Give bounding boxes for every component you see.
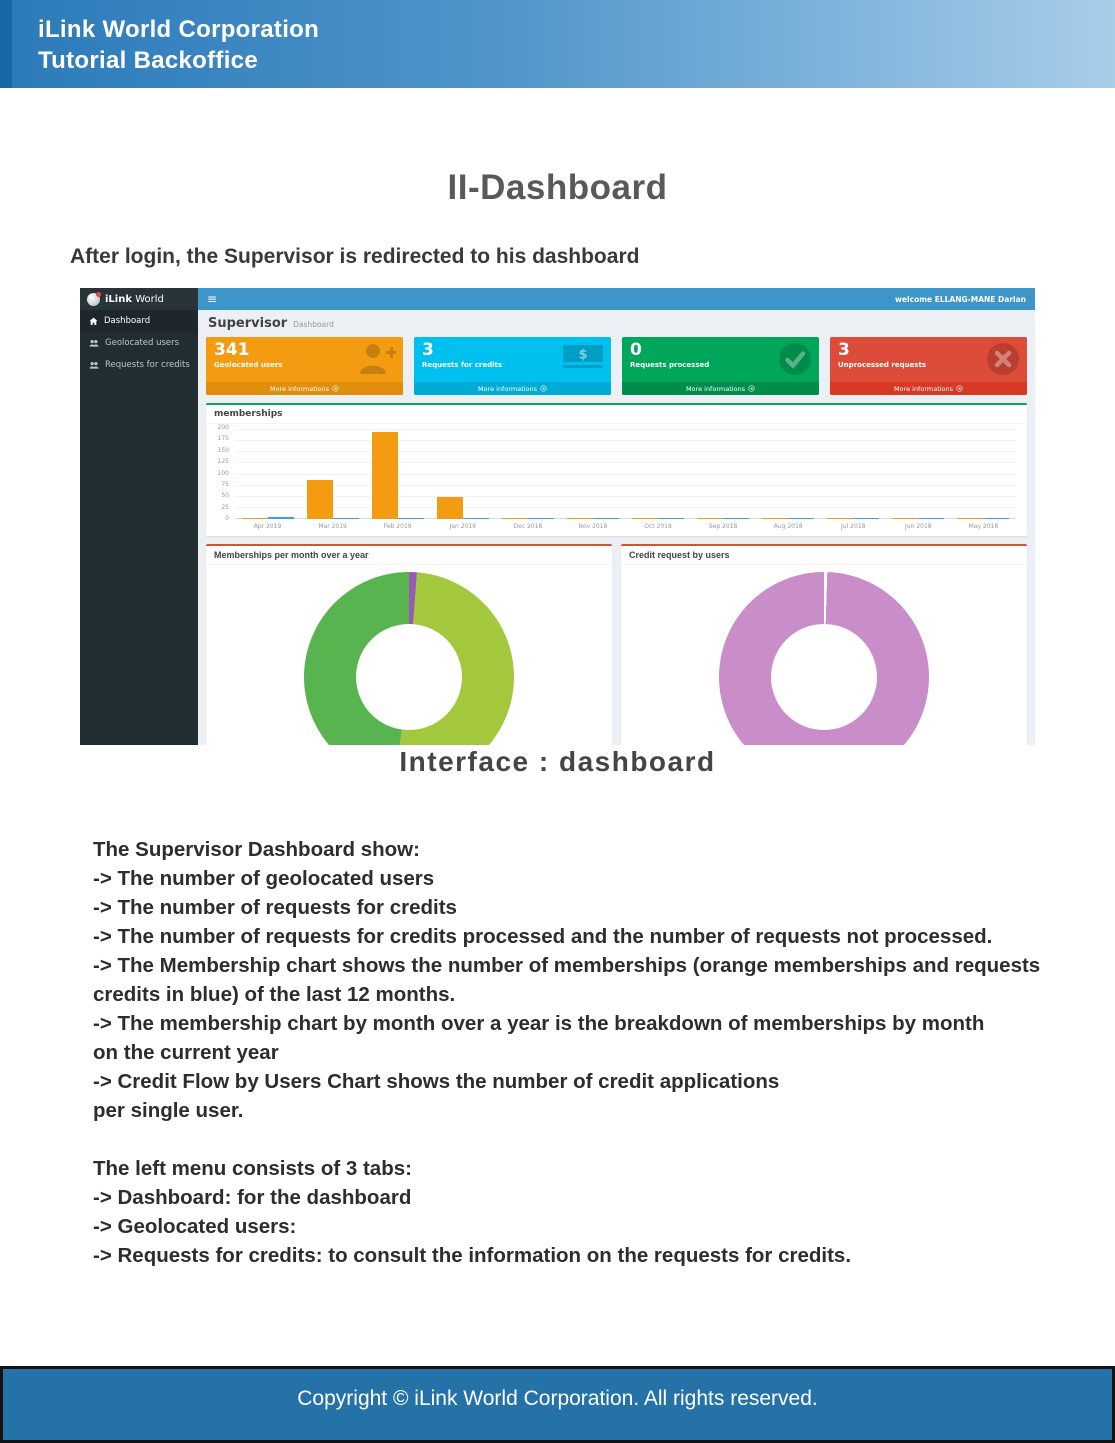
bar-requests-credits [983, 518, 1009, 519]
bar-requests-credits [658, 518, 684, 519]
bar-memberships [697, 518, 723, 519]
y-tick-label: 25 [221, 503, 229, 511]
page-title: Supervisor [208, 316, 288, 331]
dashboard-navbar [198, 288, 1035, 310]
y-tick-label: 125 [217, 458, 229, 466]
y-tick-label: 75 [221, 480, 229, 488]
bar-memberships [762, 518, 788, 519]
money-icon [562, 342, 604, 370]
brand-link[interactable] [80, 288, 198, 310]
dashboard-screenshot [80, 288, 1035, 745]
bar-group [886, 430, 951, 519]
body-line: -> The Membership chart shows the number of memberships (orange memberships and requests [93, 954, 1041, 977]
body-line: credits in blue) of the last 12 months. [93, 983, 456, 1006]
x-circle-icon [986, 342, 1020, 376]
bar-group [430, 430, 495, 519]
body-line [93, 1125, 1058, 1154]
card-requests-for-credits [414, 337, 611, 395]
card-value: 341 [214, 340, 250, 360]
body-line: The Supervisor Dashboard show: [93, 838, 420, 861]
bar-group [560, 430, 625, 519]
bar-requests-credits [788, 518, 814, 519]
card-value: 3 [422, 340, 434, 360]
memberships-chart [214, 424, 1019, 532]
page-footer [0, 1366, 1115, 1443]
memberships-month-panel [206, 544, 612, 745]
credit-request-panel [621, 544, 1027, 745]
card-label: Requests processed [630, 361, 710, 369]
body-line: -> Geolocated users: [93, 1215, 297, 1238]
sidebar-item-geolocated-users[interactable] [80, 332, 198, 354]
memberships-yaxis [214, 424, 231, 522]
breadcrumb: Dashboard [293, 320, 334, 329]
arrow-circle-icon [748, 385, 755, 392]
user-menu[interactable]: welcome ELLANG-MANE Darlan [895, 294, 1026, 304]
sidebar-item-label: Dashboard [104, 316, 151, 326]
memberships-panel-title: memberships [206, 405, 1027, 424]
card-value: 3 [838, 340, 850, 360]
body-line: The left menu consists of 3 tabs: [93, 1157, 412, 1180]
card-requests-processed [622, 337, 819, 395]
bar-group [365, 430, 430, 519]
ilink-logo-icon [87, 293, 100, 306]
y-tick-label: 0 [225, 515, 229, 522]
more-informations-link[interactable]: More informations [414, 382, 611, 395]
dashboard-sidebar [80, 310, 198, 745]
x-tick-label: Jan 2019 [449, 523, 476, 530]
body-line: -> The membership chart by month over a year is the breakdown of memberships by month [93, 1012, 985, 1035]
x-tick-label: Oct 2018 [644, 523, 672, 530]
bar-group [756, 430, 821, 519]
header-line1: iLink World Corporation [38, 16, 320, 43]
bar-requests-credits [398, 518, 424, 519]
bar-group [821, 430, 886, 519]
check-circle-icon [778, 342, 812, 376]
y-tick-label: 200 [217, 424, 229, 431]
body-line: -> The number of requests for credits [93, 896, 457, 919]
home-icon [89, 317, 98, 326]
bar-memberships [567, 518, 593, 519]
sidebar-item-label: Requests for credits [105, 360, 190, 370]
more-informations-link[interactable]: More informations [622, 382, 819, 395]
users-icon [89, 339, 99, 348]
bar-memberships [372, 432, 398, 519]
sidebar-item-requests-for-credits[interactable] [80, 354, 198, 376]
x-tick-label: Mar 2019 [318, 523, 347, 530]
bar-requests-credits [853, 518, 879, 519]
card-label: Requests for credits [422, 361, 503, 369]
bar-memberships [957, 518, 983, 519]
bar-memberships [827, 518, 853, 519]
memberships-xlabels [235, 520, 1016, 532]
y-tick-label: 175 [217, 435, 229, 443]
bar-memberships [437, 497, 463, 519]
body-line: -> The number of requests for credits processed and the number of requests not processed. [93, 925, 993, 948]
memberships-plot [235, 430, 1016, 519]
bar-requests-credits [463, 518, 489, 519]
svg-text:$: $ [578, 347, 588, 363]
credit-request-donut [719, 572, 929, 745]
bar-requests-credits [723, 518, 749, 519]
arrow-circle-icon [332, 385, 339, 392]
donut-row [206, 544, 1027, 745]
intro-text: After login, the Supervisor is redirected to his dashboard [70, 245, 640, 268]
card-value: 0 [630, 340, 642, 360]
arrow-circle-icon [956, 385, 963, 392]
bar-memberships [632, 518, 658, 519]
page-header [0, 0, 1115, 88]
card-label: Unprocessed requests [838, 361, 926, 369]
x-tick-label: Jul 2018 [841, 523, 866, 530]
x-tick-label: Jun 2018 [905, 523, 932, 530]
x-tick-label: Apr 2019 [253, 523, 282, 530]
page-heading [208, 316, 1027, 331]
credit-request-title: Credit request by users [621, 546, 1027, 565]
dashboard-content [198, 310, 1035, 745]
card-geolocated-users [206, 337, 403, 395]
sidebar-item-dashboard[interactable] [80, 310, 198, 332]
body-line: -> Credit Flow by Users Chart shows the number of credit applications [93, 1070, 780, 1093]
body-line: -> Requests for credits: to consult the information on the requests for credits. [93, 1244, 852, 1267]
bar-requests-credits [918, 518, 944, 519]
memberships-panel [206, 403, 1027, 536]
x-tick-label: Aug 2018 [773, 523, 803, 530]
x-tick-label: Nov 2018 [578, 523, 608, 530]
brand-text: iLink World [105, 293, 164, 305]
x-tick-label: Sep 2018 [708, 523, 738, 530]
bar-group [625, 430, 690, 519]
bar-memberships [892, 518, 918, 519]
bar-group [495, 430, 560, 519]
arrow-circle-icon [540, 385, 547, 392]
memberships-month-donut [304, 572, 514, 745]
header-text [38, 14, 319, 76]
body-text [93, 835, 1058, 1270]
y-tick-label: 50 [221, 492, 229, 500]
body-line: on the current year [93, 1041, 279, 1064]
bar-group [691, 430, 756, 519]
bar-memberships [307, 480, 333, 519]
bar-group [951, 430, 1016, 519]
users-icon [89, 361, 99, 370]
header-line2: Tutorial Backoffice [38, 47, 258, 74]
bar-memberships [502, 518, 528, 519]
sidebar-item-label: Geolocated users [105, 338, 180, 348]
y-tick-label: 100 [217, 469, 229, 477]
bar-group [300, 430, 365, 519]
stat-cards [206, 337, 1027, 395]
memberships-month-title: Memberships per month over a year [206, 546, 612, 565]
bar-requests-credits [333, 518, 359, 519]
body-line: -> Dashboard: for the dashboard [93, 1186, 412, 1209]
more-informations-link[interactable]: More informations [830, 382, 1027, 395]
more-informations-link[interactable]: More informations [206, 382, 403, 395]
bar-requests-credits [268, 517, 294, 519]
dashboard-topbar [80, 288, 1035, 310]
bar-requests-credits [528, 518, 554, 519]
screenshot-caption: Interface : dashboard [399, 746, 716, 777]
user-plus-icon [358, 342, 396, 374]
x-tick-label: May 2018 [968, 523, 999, 530]
bar-requests-credits [593, 518, 619, 519]
card-unprocessed-requests [830, 337, 1027, 395]
bar-memberships [242, 518, 268, 519]
doc-title: II-Dashboard [447, 168, 668, 207]
body-line: per single user. [93, 1099, 244, 1122]
bar-group [235, 430, 300, 519]
card-label: Geolocated users [214, 361, 283, 369]
sidebar-toggle-icon[interactable]: ≡ [207, 292, 218, 306]
body-line: -> The number of geolocated users [93, 867, 435, 890]
x-tick-label: Feb 2019 [383, 523, 412, 530]
y-tick-label: 150 [217, 446, 229, 454]
x-tick-label: Dec 2018 [513, 523, 543, 530]
footer-text: Copyright © iLink World Corporation. All rights reserved. [297, 1387, 818, 1410]
